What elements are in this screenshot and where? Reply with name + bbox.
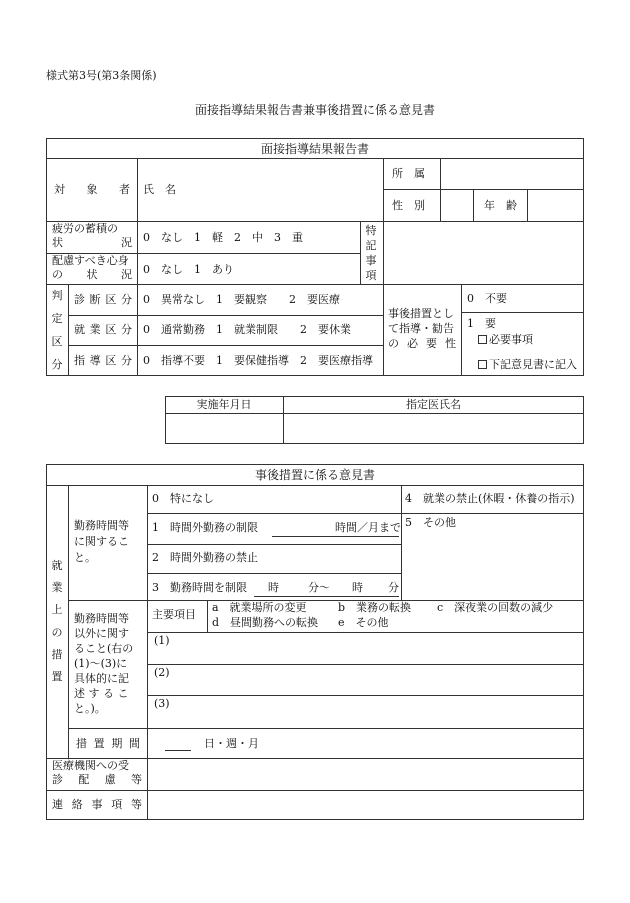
medical-consideration-label-2: 診 配 慮 等	[52, 773, 142, 786]
implementation-date-field[interactable]	[168, 416, 280, 441]
item-c[interactable]: c 深夜業の回数の減少	[437, 601, 554, 614]
necessity-option-1[interactable]: 1 要	[467, 317, 496, 330]
item-e[interactable]: e その他	[338, 616, 389, 629]
checkbox-icon	[478, 360, 487, 369]
necessity-check-opinion[interactable]	[478, 359, 577, 372]
diagnosis-options[interactable]: 0 異常なし 1 要観察 2 要医療	[143, 293, 340, 306]
subject-label: 対 象 者	[54, 183, 130, 196]
report-heading: 面接指導結果報告書	[260, 142, 369, 156]
option-other[interactable]: 5 その他	[405, 516, 456, 529]
hours-limit-start-minute[interactable]: 分〜	[308, 581, 330, 594]
necessity-check-required-label: 必要事項	[489, 333, 533, 346]
item-a[interactable]: a 就業場所の変更	[212, 601, 307, 614]
option-hours-limit[interactable]: 3 勤務時間を制限	[152, 581, 247, 594]
measure-period-label: 措 置 期 間	[76, 737, 140, 750]
necessity-label-2: て指導・勧告	[388, 322, 454, 335]
work-hours-label-3: と。	[74, 551, 96, 564]
checkbox-icon	[478, 335, 487, 344]
necessity-option-0[interactable]: 0 不要	[467, 292, 507, 305]
measure-slot-2[interactable]: (2)	[154, 666, 170, 679]
mental-label-2: の 状 況	[52, 268, 132, 281]
guidance-label: 指 導 区 分	[74, 354, 132, 367]
judgment-label: 判 定 区 分	[51, 289, 63, 371]
option-work-ban[interactable]: 4 就業の禁止(休暇・休養の指示)	[405, 492, 575, 505]
work-label: 就 業 区 分	[74, 323, 132, 336]
contact-notes-field[interactable]	[150, 793, 581, 817]
name-label: 氏 名	[143, 183, 176, 196]
affiliation-label: 所 属	[392, 167, 425, 180]
age-field[interactable]	[530, 192, 582, 219]
name-field[interactable]	[144, 160, 380, 218]
special-notes-field[interactable]	[386, 224, 581, 281]
necessity-label-3: の 必 要 性	[388, 337, 456, 350]
hours-limit-start-hour[interactable]: 時	[268, 581, 279, 594]
item-b[interactable]: b 業務の転換	[338, 601, 412, 614]
guidance-options[interactable]: 0 指導不要 1 要保健指導 2 要医療指導	[143, 354, 373, 367]
gender-field[interactable]	[443, 192, 471, 219]
implementation-date-label: 実施年月日	[196, 398, 252, 411]
fatigue-label: 疲労の蓄積の	[52, 222, 118, 235]
mental-label: 配慮すべき心身	[52, 254, 129, 267]
hours-limit-end-minute[interactable]: 分	[388, 581, 399, 594]
designated-doctor-label: 指定医氏名	[406, 398, 461, 411]
option-none[interactable]: 0 特になし	[152, 492, 214, 505]
designated-doctor-field[interactable]	[286, 416, 581, 441]
option-overtime-limit[interactable]: 1 時間外勤務の制限	[152, 521, 258, 534]
item-d[interactable]: d 昼間勤務への転換	[212, 616, 319, 629]
measure-period-field[interactable]	[165, 734, 191, 750]
option-overtime-ban[interactable]: 2 時間外勤務の禁止	[152, 551, 258, 564]
fatigue-options[interactable]: 0 なし 1 軽 2 中 3 重	[143, 231, 303, 244]
other-measures-label-4: (1)〜(3)に	[74, 657, 128, 670]
page-title: 面接指導結果報告書兼事後措置に係る意見書	[194, 103, 435, 117]
overtime-hours-field[interactable]: 時間／月まで	[335, 521, 401, 534]
other-measures-label-7: と。)。	[74, 702, 106, 715]
affiliation-field[interactable]	[443, 160, 581, 187]
measure-slot-3[interactable]: (3)	[154, 697, 170, 710]
main-items-label: 主要項目	[152, 608, 196, 621]
hours-limit-end-hour[interactable]: 時	[352, 581, 363, 594]
form-number: 様式第3号(第3条関係)	[46, 69, 157, 82]
opinion-heading: 事後措置に係る意見書	[254, 468, 375, 482]
necessity-label: 事後措置とし	[388, 307, 454, 320]
diagnosis-label: 診 断 区 分	[74, 293, 132, 306]
fatigue-label-2: 状 況	[52, 236, 132, 249]
other-measures-label-2: 以外に関す	[74, 627, 129, 640]
measure-period-units[interactable]: 日・週・月	[204, 737, 259, 750]
age-label: 年 齢	[484, 199, 517, 212]
measure-slot-1[interactable]: (1)	[154, 634, 170, 647]
other-measures-label-6: 述 す る こ	[74, 687, 129, 700]
medical-consideration-label: 医療機関への受	[52, 759, 129, 772]
medical-consideration-field[interactable]	[150, 761, 581, 787]
employment-measure-label: 就 業 上 の 措 置	[51, 559, 63, 683]
contact-notes-label: 連 絡 事 項 等	[52, 798, 142, 811]
work-options[interactable]: 0 通常勤務 1 就業制限 2 要休業	[143, 323, 351, 336]
other-measures-label: 勤務時間等	[74, 612, 129, 625]
gender-label: 性 別	[392, 199, 425, 212]
work-hours-label: 勤務時間等	[74, 519, 129, 532]
work-hours-label-2: に関するこ	[74, 535, 129, 548]
other-measures-label-5: 具体的に記	[74, 672, 129, 685]
other-measures-label-3: ること(右の	[74, 642, 134, 655]
necessity-check-opinion-label: 下記意見書に記入	[489, 358, 577, 371]
mental-options[interactable]: 0 なし 1 あり	[143, 263, 234, 276]
special-notes-label: 特 記 事 項	[365, 224, 377, 282]
necessity-check-required[interactable]	[478, 334, 533, 347]
